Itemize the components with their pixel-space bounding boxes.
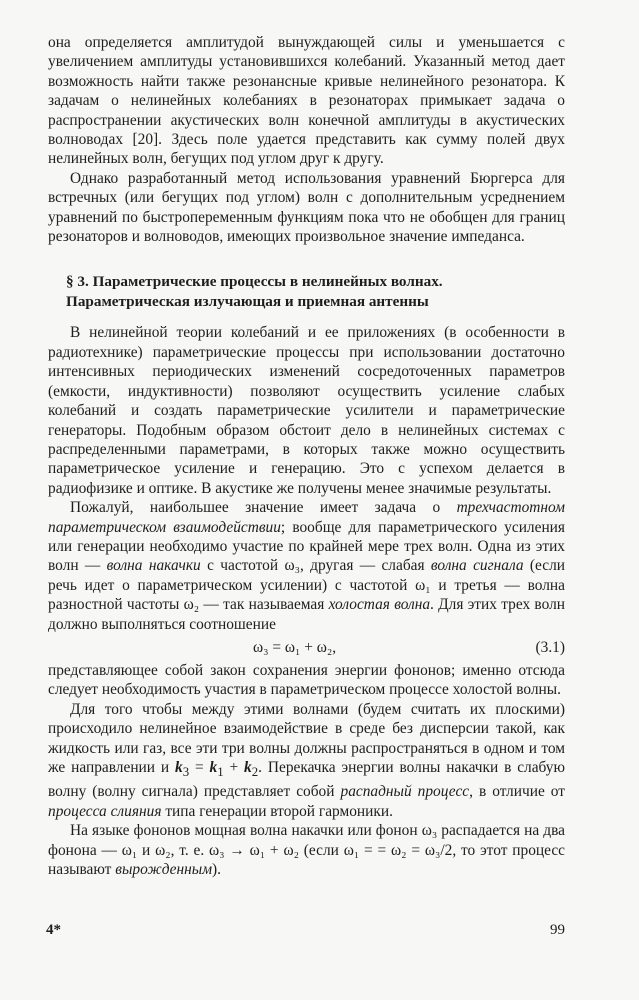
wave-vector: k (174, 759, 183, 776)
text-run: Для того чтобы между этими волнами (будем считать их плоскими) происходило нелинейное взаимодействие в среде без дисперсии такой, как жидкость или газ, все эти три волны должны распространяться в одном и том же направлении и (48, 700, 565, 776)
paragraph-phonon (48, 821, 565, 879)
page-number: 99 (550, 922, 565, 938)
operator: + (223, 759, 245, 776)
text-run: Пожалуй, наибольшее значение имеет задача о (70, 499, 457, 517)
paragraph-three-wave (48, 498, 565, 634)
section-heading-line-1: § 3. Параметрические процессы в нелинейных волнах. (66, 273, 443, 291)
wave-vector: k (244, 759, 252, 776)
wave-vector: k (209, 759, 218, 776)
subscript: 1 (217, 765, 224, 780)
text-run: ; вообще для параметрического усиления или генерации необходимо участие по крайней мере трех волн. Одна из этих волн — (48, 518, 565, 575)
paragraph-text: она определяется амплитудой вынуждающей силы и уменьшается с увеличением амплитуды установившихся колебаний. Указанный метод дает возможность найти также резонансные кривые нелинейного резонатора. К задачам о нелинейных колебаниях в резонаторах примыкает задача о распространении акустических волн конечной амплитуды в акустических волноводах [20]. Здесь поле удается представить как сумму полей двух нелинейных волн, бегущих под углом друг к другу. (48, 34, 565, 168)
subscript: 2 (251, 765, 259, 780)
italic-term: вырожденным (115, 861, 213, 879)
text-run: с частотой ω₃, другая — слабая (200, 557, 431, 575)
paragraph-intro (48, 323, 565, 498)
italic-term: волна сигнала (430, 557, 524, 575)
equation-number: (3.1) (535, 638, 565, 656)
italic-term: процесса слияния (48, 802, 162, 820)
paragraph-plane-waves (48, 700, 565, 822)
text-run: . Перекачка энергии волны накачки в слабую волну (волну сигнала) представляет собой (48, 759, 565, 801)
text-run: . Для этих трех волн должно выполняться соотношение (48, 596, 565, 633)
text-run: (если речь идет о параметрическом усилении) с частотой ω₁ и третья — волна разностной частоты ω₂ — так называемая (48, 557, 565, 614)
section-heading-line-2: Параметрическая излучающая и приемная антенны (66, 292, 429, 310)
paragraph-text: представляющее собой закон сохранения энергии фононов; именно отсюда следует необходимость участия в параметрическом процессе холостой волны. (48, 661, 565, 699)
text-run: ). (212, 861, 221, 879)
italic-term: трехчастотном параметрическом взаимодействии (48, 499, 565, 536)
paragraph-text: В нелинейной теории колебаний и ее приложениях (в особенности в радиотехнике) параметрические процессы при использовании достаточно интенсивных периодических изменений сосредоточенных параметров (емкости, индуктивности) позволяют осуществить усиление слабых колебаний и создать параметрические усилители и параметрические генераторы. Подобным образом обстоит дело в нелинейных системах с распределенными параметрами, в которых также можно осуществить параметрическое усиление и генерацию. Это с успехом делается в радиофизике и оптике. В акустике же получены менее значимые результаты. (48, 324, 565, 497)
text-run: На языке фононов мощная волна накачки или фонон ω₃ распадается на два фонона — ω₁ и ω₂, т. е. ω₃ → ω₁ + ω₂ (если ω₁ = = ω₂ = ω₃/2, то этот процесс называют (48, 822, 565, 879)
text-run: , в отличие от (469, 783, 565, 801)
italic-term: волна накачки (106, 557, 201, 575)
operator: = (189, 759, 210, 776)
italic-term: распадный процесс (340, 783, 470, 801)
italic-term: холостая волна (328, 596, 431, 614)
paragraph-continuation (48, 33, 565, 169)
text-run: типа генерации второй гармоники. (161, 802, 393, 820)
equation-3-1 (48, 636, 565, 660)
page-footer (46, 922, 565, 942)
printer-signature: 4* (46, 922, 61, 938)
paragraph-energy-conservation (48, 661, 565, 700)
paragraph-burgers (48, 169, 565, 247)
equation-formula: ω₃ = ω₁ + ω₂, (253, 638, 337, 656)
section-heading (48, 272, 565, 311)
subscript: 3 (182, 765, 190, 780)
paragraph-text: Однако разработанный метод использования уравнений Бюргерса для встречных (или бегущих под углом) волн с дополнительным усреднением уравнений по быстропеременным функциям пока что не обобщен для границ резонаторов и волноводов, имеющих произвольное значение импеданса. (48, 169, 565, 246)
